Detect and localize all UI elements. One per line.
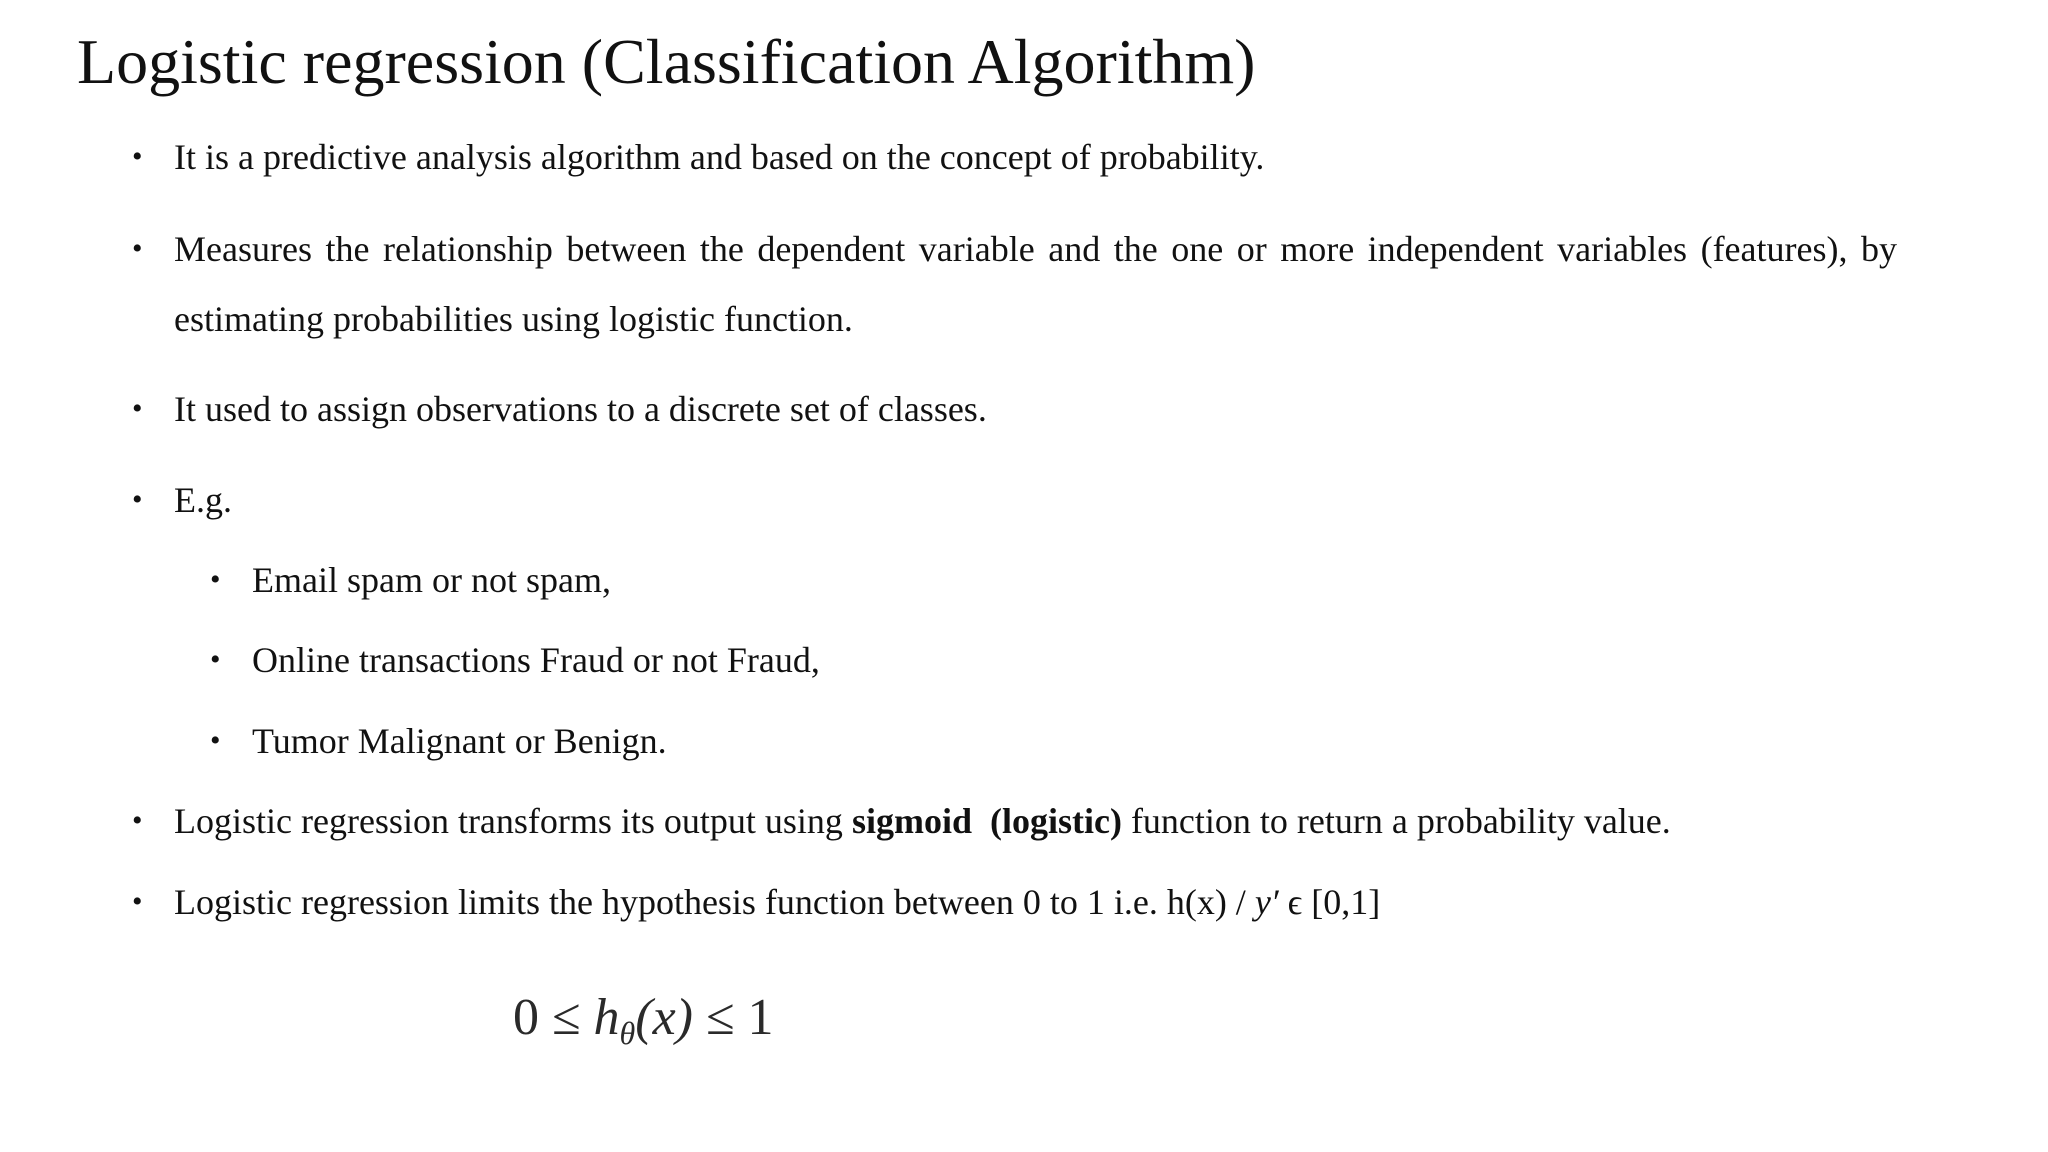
formula-arg: (x) <box>635 989 693 1046</box>
sub-bullet-item <box>210 545 1610 615</box>
bullet-text-predictive: It is a predictive analysis algorithm and based on the concept of probability. <box>174 137 1265 177</box>
bullet-dot: • <box>132 140 143 173</box>
hypothesis-pre: Logistic regression limits the hypothesis function between 0 to 1 i.e. h(x) / <box>174 882 1255 922</box>
formula-right: ≤ 1 <box>692 989 774 1046</box>
bullet-item <box>132 465 1897 535</box>
example-email-spam: Email spam or not spam, <box>252 560 611 600</box>
bullet-dot: • <box>132 232 143 265</box>
bullet-text-relationship: Measures the relationship between the dependent variable and the one or more independent variables (features), by estimating probabilities using logistic function. <box>174 229 1897 339</box>
bullet-dot: • <box>132 885 143 918</box>
bullet-dot: • <box>132 392 143 425</box>
bullet-dot: • <box>210 643 221 676</box>
sigmoid-pre: Logistic regression transforms its output using <box>174 801 852 841</box>
bullet-item <box>132 867 1897 937</box>
bullet-item <box>132 214 1897 354</box>
formula-h: h <box>593 989 620 1046</box>
y-prime-symbol: y′ <box>1254 882 1279 922</box>
bullet-text-classes: It used to assign observations to a discrete set of classes. <box>174 389 987 429</box>
sigmoid-bold: sigmoid <box>851 801 972 841</box>
logistic-bold: (logistic) <box>989 801 1122 841</box>
bullet-dot: • <box>132 483 143 516</box>
bullet-dot: • <box>132 804 143 837</box>
bullet-dot: • <box>210 724 221 757</box>
sigmoid-post: function to return a probability value. <box>1121 801 1671 841</box>
bullet-item <box>132 122 1897 192</box>
bullet-text-sigmoid <box>174 786 1897 856</box>
hypothesis-formula <box>513 983 774 1068</box>
formula-theta: θ <box>619 1015 636 1051</box>
bullet-item <box>132 374 1897 444</box>
sub-bullet-item <box>210 706 1610 776</box>
example-tumor: Tumor Malignant or Benign. <box>252 721 667 761</box>
bullet-dot: • <box>210 563 221 596</box>
hypothesis-post: ϵ [0,1] <box>1278 882 1381 922</box>
sub-bullet-item <box>210 625 1610 695</box>
formula-left: 0 ≤ <box>513 989 594 1046</box>
bullet-text-eg: E.g. <box>174 480 232 520</box>
bullet-item <box>132 786 1897 856</box>
example-fraud: Online transactions Fraud or not Fraud, <box>252 640 820 680</box>
slide-title: Logistic regression (Classification Algorithm) <box>77 26 1256 97</box>
bullet-text-hypothesis <box>174 867 1897 937</box>
